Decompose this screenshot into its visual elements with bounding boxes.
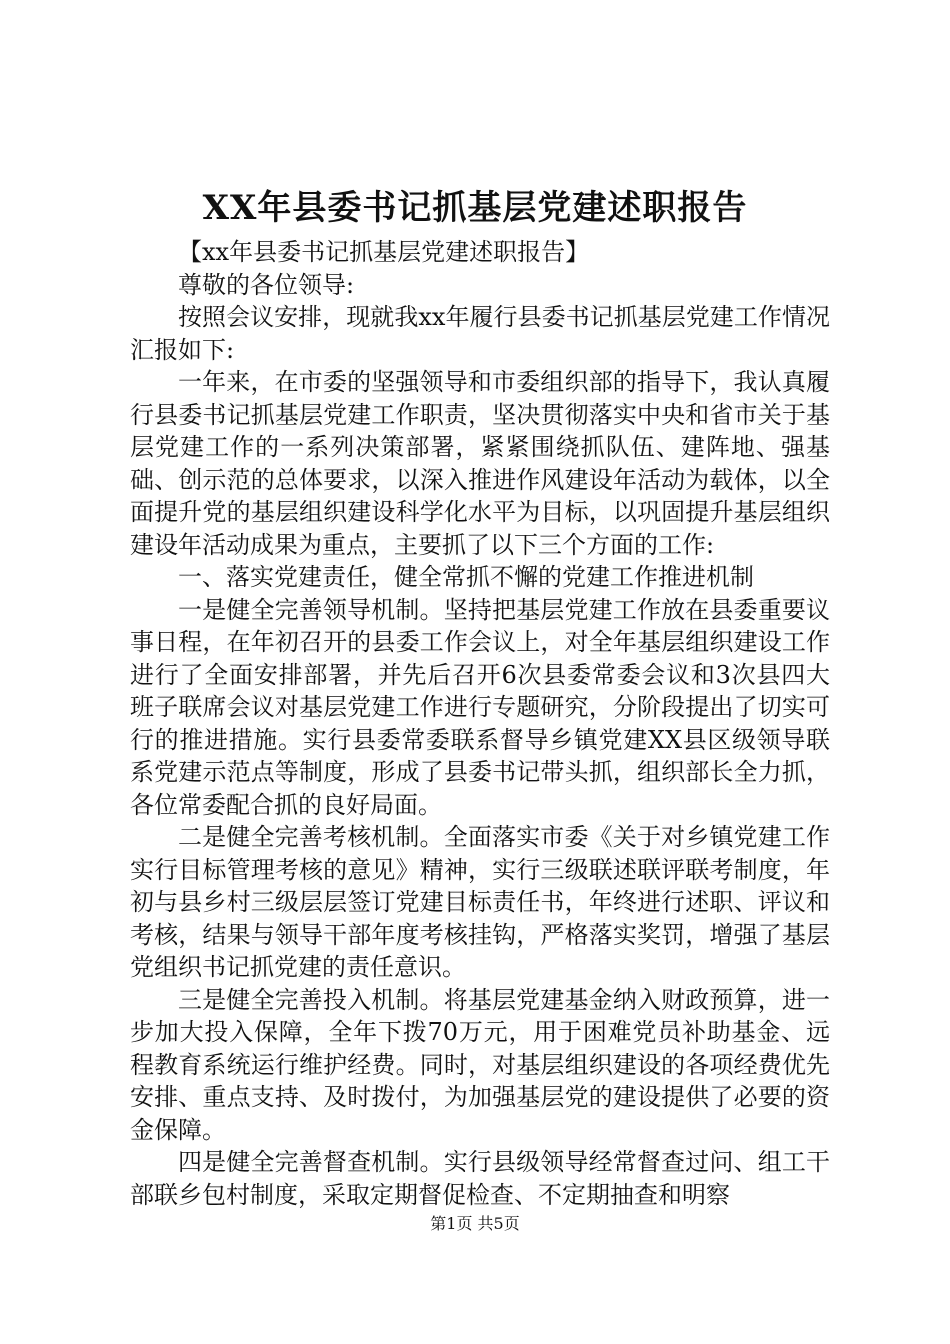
section-heading-1: 一、落实党建责任，健全常抓不懈的党建工作推进机制 [178, 563, 754, 591]
document-body [130, 236, 830, 1211]
paragraph-supervision-mechanism: 四是健全完善督查机制。实行县级领导经常督查过问、组工干部联乡包村制度，采取定期督促检查、不定期抽查和明察 [130, 1148, 830, 1209]
paragraph-salutation: 尊敬的各位领导: [178, 270, 355, 299]
page-number-footer: 第1页 共5页 [430, 1214, 520, 1233]
paragraph-assessment-mechanism: 二是健全完善考核机制。全面落实市委《关于对乡镇党建工作实行目标管理考核的意见》精神，实行三级联述联评联考制度，年初与县乡村三级层层签订党建目标责任书，年终进行述职、评议和考核，结果与领导干部年度考核挂钩，严格落实奖罚，增强了基层党组织书记抓党建的责任意识。 [130, 823, 830, 981]
document-title: XX年县委书记抓基层党建述职报告 [202, 188, 748, 228]
paragraph-heading-bracket: 【xx年县委书记抓基层党建述职报告】 [178, 238, 590, 266]
paragraph-leadership-mechanism: 一是健全完善领导机制。坚持把基层党建工作放在县委重要议事日程，在年初召开的县委工作会议上，对全年基层组织建设工作进行了全面安排部署，并先后召开6次县委常委会议和3次县四大班子联席会议对基层党建工作进行专题研究，分阶段提出了切实可行的推进措施。实行县委常委联系督导乡镇党建XX县区级领导联系党建示范点等制度，形成了县委书记带头抓，组织部长全力抓，各位常委配合抓的良好局面。 [130, 595, 830, 819]
paragraph-investment-mechanism: 三是健全完善投入机制。将基层党建基金纳入财政预算，进一步加大投入保障，全年下拨70万元，用于困难党员补助基金、远程教育系统运行维护经费。同时，对基层组织建设的各项经费优先安排、重点支持、及时拨付，为加强基层党的建设提供了必要的资金保障。 [130, 985, 830, 1144]
paragraph-overview: 一年来，在市委的坚强领导和市委组织部的指导下，我认真履行县委书记抓基层党建工作职责，坚决贯彻落实中央和省市关于基层党建工作的一系列决策部署，紧紧围绕抓队伍、建阵地、强基础、创示范的总体要求，以深入推进作风建设年活动为载体，以全面提升党的基层组织建设科学化水平为目标，以巩固提升基层组织建设年活动成果为重点，主要抓了以下三个方面的工作: [130, 368, 830, 559]
paragraph-intro: 按照会议安排，现就我xx年履行县委书记抓基层党建工作情况汇报如下: [130, 303, 830, 364]
